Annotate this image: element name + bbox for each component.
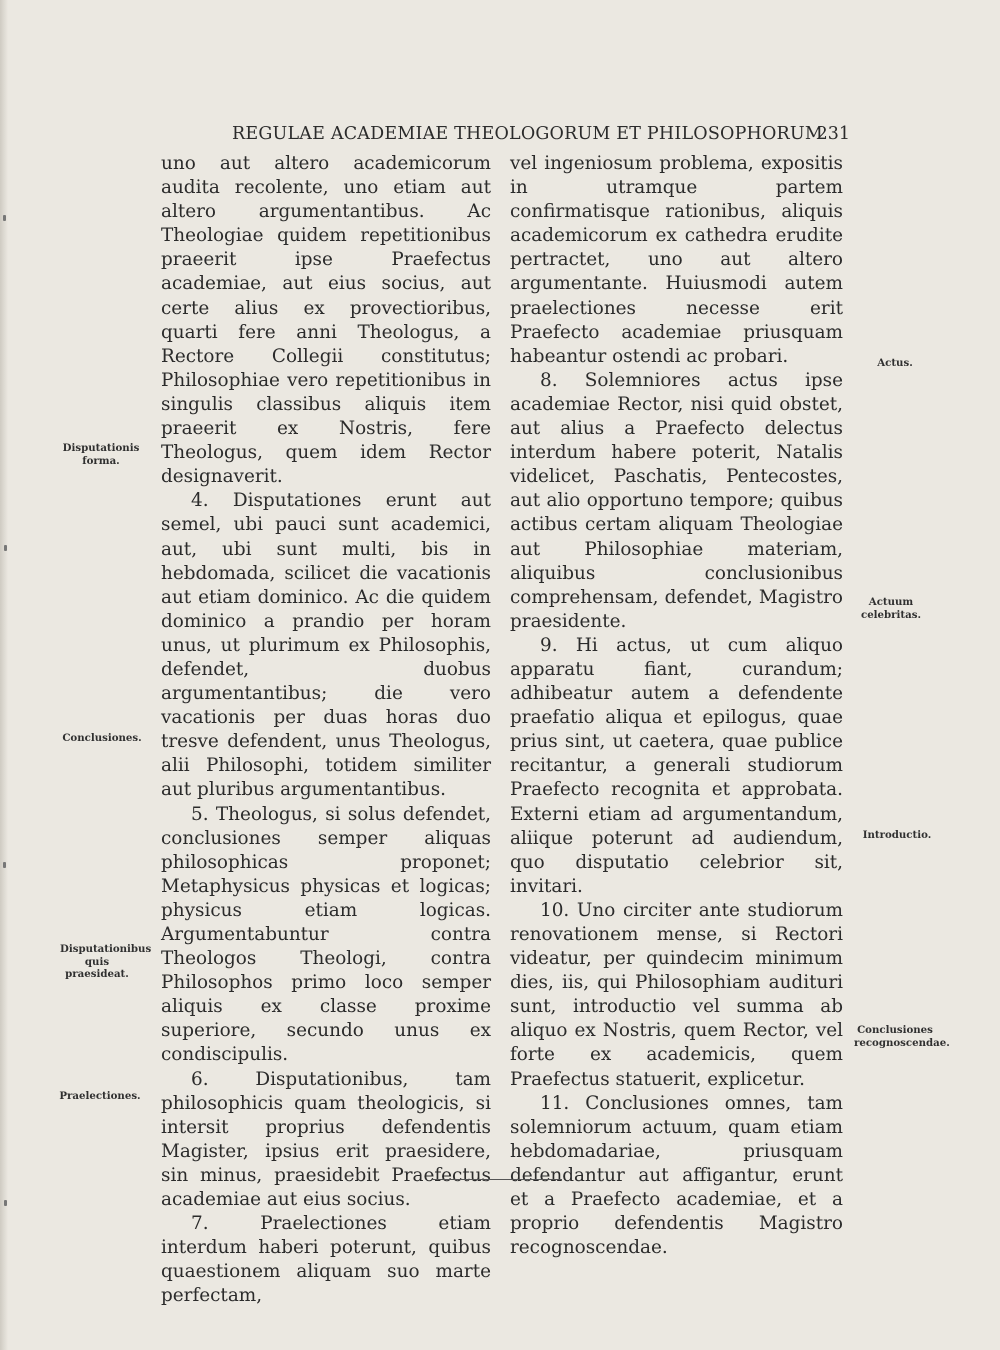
margin-note-praelectiones: Praelectiones. [59, 1090, 141, 1102]
end-rule [432, 1179, 562, 1180]
margin-note-disputationibus-quis-praesideat: Disputationibus quis praesideat. [60, 943, 152, 980]
scan-speck [3, 862, 6, 868]
margin-note-conclusiones-recognoscendae: Conclusiones recognoscendae. [854, 1024, 950, 1049]
page-number: 231 [816, 124, 850, 144]
page-edge [0, 0, 8, 1350]
margin-note-actuum-celebritas: Actuum celebritas. [861, 596, 921, 621]
margin-note-conclusiones: Conclusiones. [62, 732, 142, 744]
paragraph-8: 8. Solemniores actus ipse academiae Rector, nisi quid obstet, aut alius a Praefecto delectus interdum habere poterit, Natalis videlicet, Paschatis, Pentecostes, aut alio opportuno tempore; quibus actibus certam aliquam Theologiae aut Philosophiae materiam, aliquibus conclusionibus comprehensam, defendet, Magistro praesidente. [510, 369, 843, 632]
paragraph-10: 10. Uno circiter ante studiorum renovationem mense, si Rectori videatur, per quindecim minimum dies, iis, qui Philosophiam audituri sunt, introductio vel summa ab aliquo ex Nostris, quem Rector, vel forte ex academicis, quem Praefectus statuerit, explicetur. [510, 899, 843, 1090]
margin-note-introductio: Introductio. [862, 829, 932, 841]
margin-note-disputationis-forma: Disputationis forma. [62, 442, 140, 467]
paragraph-9: 9. Hi actus, ut cum aliquo apparatu fiant, curandum; adhibeatur autem a defendente praefatio aliqua et epilogus, quae prius sint, ut caetera, quae publice recitantur, a generali studiorum Praefecto recognita et approbata. Externi etiam ad argumentandum, aliique poterunt ad audiendum, quo disputatio celebrior sit, invitari. [510, 634, 843, 897]
running-header [160, 124, 850, 154]
paragraph-7: 7. Praelectiones etiam interdum haberi poterunt, quibus quaestionem aliquam suo marte perfectam, [161, 1213, 491, 1307]
right-column [510, 152, 843, 1260]
paragraph-6: 6. Disputationibus, tam philosophicis quam theologicis, si intersit proprius defendentis Magister, ipsius erit praesidere, sin minus, praesidebit Praefectus academiae aut eius socius. [161, 1068, 491, 1211]
margin-note-actus: Actus. [877, 357, 913, 369]
paragraph-11: 11. Conclusiones omnes, tam solemniorum actuum, quam etiam hebdomadariae, priusquam defendantur aut affigantur, erunt et a Praefecto academiae, et a proprio defendentis Magistro recognoscendae. [510, 1092, 843, 1259]
scan-speck [4, 1200, 7, 1206]
scan-speck [3, 215, 6, 221]
paragraph-continuation-right: vel ingeniosum problema, expositis in utramque partem confirmatisque rationibus, aliquis academicorum ex cathedra erudite pertractet, uno aut altero argumentante. Huiusmodi autem praelectiones necesse erit Praefecto academiae priusquam habeantur ostendi ac probari. [510, 153, 843, 367]
paragraph-5: 5. Theologus, si solus defendet, conclusiones semper aliquas philosophicas proponet; Metaphysicus physicas et logicas; physicus etiam logicas. Argumentabuntur contra Theologos Theologi, contra Philosophos primo loco semper aliquis ex classe proxime superiore, secundo unus ex condiscipulis. [161, 803, 491, 1066]
paragraph-4: 4. Disputationes erunt aut semel, ubi pauci sunt academici, aut, ubi sunt multi, bis in hebdomada, scilicet die vacationis aut etiam dominico. Ac die quidem dominico a prandio per horam unus, ut plurimum ex Philosophis, defendet, duobus argumentantibus; die vero vacationis per duas horas duo tresve defendent, unus Theologus, alii Philosophi, totidem similiter aut pluribus argumentantibus. [161, 490, 491, 801]
running-head-title: REGULAE ACADEMIAE THEOLOGORUM ET PHILOSOPHORUM [232, 124, 823, 144]
scan-speck [4, 545, 7, 551]
left-column [161, 152, 491, 1309]
paragraph-continuation-left: uno aut altero academicorum audita recolente, uno etiam aut altero argumentantibus. Ac Theologiae quidem repetitionibus praeerit ipse Praefectus academiae, aut eius socius, aut certe alius ex provectioribus, quarti fere anni Theologus, a Rectore Collegii constitutus; Philosophiae vero repetitionibus in singulis classibus aliquis item praeerit ex Nostris, fere Theologus, quem idem Rector designaverit. [161, 153, 491, 488]
